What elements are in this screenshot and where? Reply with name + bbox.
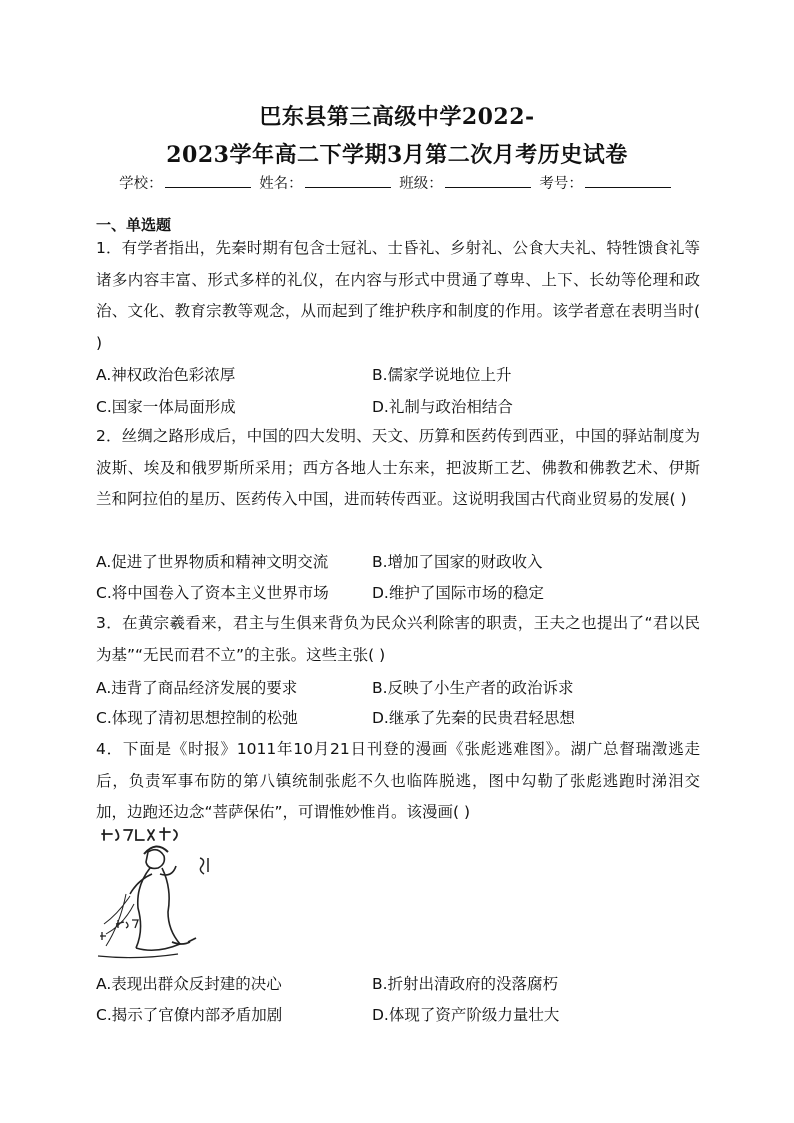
question-2-option-a: A.促进了世界物质和精神文明交流 <box>96 553 329 571</box>
class-label: 班级： <box>399 176 443 192</box>
question-2-option-d: D.维护了国际市场的稳定 <box>372 584 544 602</box>
exam-number-blank <box>585 173 671 188</box>
question-4-option-d: D.体现了资产阶级力量壮大 <box>372 1006 560 1024</box>
exam-title-line2: 2023学年高二下学期3月第二次月考历史试卷 <box>166 142 628 168</box>
question-4-text: 4．下面是《时报》1011年10月21日刊登的漫画《张彪逃难图》。湖广总督瑞澂逃走后，负责军事布防的第八镇统制张彪不久也临阵脱逃，图中勾勒了张彪逃跑时涕泪交加，边跑还边念“菩萨保佑”，可谓惟妙惟肖。该漫画( ) <box>96 740 700 821</box>
school-blank <box>165 173 251 188</box>
question-1-option-c: C.国家一体局面形成 <box>96 398 236 416</box>
name-blank <box>305 173 391 188</box>
zhang-biao-cartoon-image <box>96 824 226 964</box>
name-label: 姓名： <box>259 176 303 192</box>
question-4-option-c: C.揭示了官僚内部矛盾加剧 <box>96 1006 283 1024</box>
question-3-option-b: B.反映了小生产者的政治诉求 <box>372 679 574 697</box>
question-3-text: 3．在黄宗羲看来，君主与生俱来背负为民众兴利除害的职责，王夫之也提出了“君以民为基”“无民而君不立”的主张。这些主张( ) <box>96 614 700 664</box>
question-1-option-a: A.神权政治色彩浓厚 <box>96 366 236 384</box>
exam-number-label: 考号： <box>539 176 583 192</box>
question-2-text: 2．丝绸之路形成后，中国的四大发明、天文、历算和医药传到西亚，中国的驿站制度为波斯、埃及和俄罗斯所采用；西方各地人士东来，把波斯工艺、佛教和佛教艺术、伊斯兰和阿拉伯的星历、医药传入中国，进而转传西亚。这说明我国古代商业贸易的发展( ) <box>96 427 700 508</box>
question-1-text: 1．有学者指出，先秦时期有包含士冠礼、士昏礼、乡射礼、公食大夫礼、特牲馈食礼等诸多内容丰富、形式多样的礼仪，在内容与形式中贯通了尊卑、上下、长幼等伦理和政治、文化、教育宗教等观念，从而起到了维护秩序和制度的作用。该学者意在表明当时( ) <box>96 239 700 352</box>
question-3-option-a: A.违背了商品经济发展的要求 <box>96 679 298 697</box>
question-1-option-b: B.儒家学说地位上升 <box>372 366 512 384</box>
question-1-option-d: D.礼制与政治相结合 <box>372 398 513 416</box>
class-blank <box>445 173 531 188</box>
question-4-option-a: A.表现出群众反封建的决心 <box>96 975 282 993</box>
exam-title-line1: 巴东县第三高级中学2022- <box>259 104 535 130</box>
question-4-option-b: B.折射出清政府的没落腐朽 <box>372 975 559 993</box>
question-2-option-b: B.增加了国家的财政收入 <box>372 553 543 571</box>
question-3-option-c: C.体现了清初思想控制的松弛 <box>96 709 298 727</box>
student-info-row <box>0 172 794 193</box>
question-3-option-d: D.继承了先秦的民贵君轻思想 <box>372 709 575 727</box>
section-title: 一、单选题 <box>96 216 172 234</box>
question-2-option-c: C.将中国卷入了资本主义世界市场 <box>96 584 329 602</box>
school-label: 学校： <box>119 176 163 192</box>
